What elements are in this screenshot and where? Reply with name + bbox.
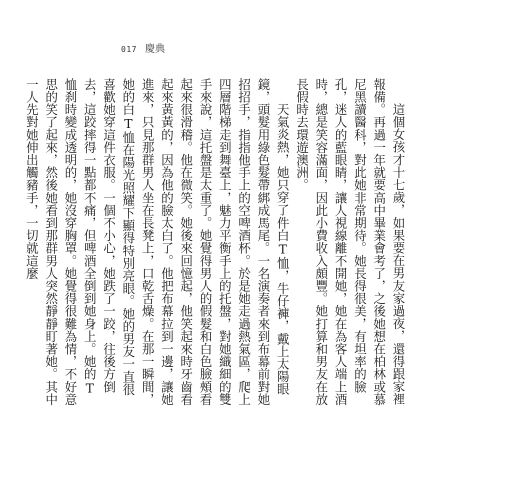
page-number: 017 xyxy=(121,45,137,54)
running-title: 慶典 xyxy=(144,44,165,55)
page-header xyxy=(121,40,165,55)
paragraph-1: 這個女孩才十七歲，如果要在男友家過夜，還得跟家裡報備。再過一年就要高中畢業會考了，之後她想在柏林或慕尼黑讀醫科，對此她非常期待。她長得很美，有坦率的臉孔，迷人的藍眼睛，讓人視線離不開她，她在為客人端上酒時，總是笑容滿面，因此小費收入頗豐。她打算和男友在放長假時去環遊澳洲。 xyxy=(294,78,406,406)
paragraph-2: 天氣炎熱，她只穿了件白T恤，牛仔褲，戴上太陽眼鏡，頭髮用綠色髮帶綁成馬尾。一名演奏者來到布幕前對她招招手，指指他手上的空啤酒杯。於是她走過熱氣區，爬上四層階梯走到舞臺上，魅力平衡手上的托盤，對她織細的雙手來說，這托盤是太重了。她覺得男人的假髮和白色臉頰看起來很滑稽。他在微笑。她後來回憶起，他笑起來時牙齒看起來黃黃的，因為他的臉太白了。他把布幕拉到一邊，讓她進來，只見那群男人坐在長凳上，口乾舌燥。在那一瞬間，她的白T恤在陽光照耀下顯得特別亮眼。她的男友一直很喜歡她穿這件衣服。一個不小心，她跌了一跤，往後方倒去，這跤摔得一點都不痛，但啤酒全倒到她身上。她的T恤刹時變成透明的，她沒穿胸罩。她覺得很難為情，不好意思的笑了起來，然後她看到那群男人突然靜靜盯著她。其中一人先對她伸出觸豬手，一切就這麼 xyxy=(24,78,291,406)
body-text xyxy=(24,78,408,408)
